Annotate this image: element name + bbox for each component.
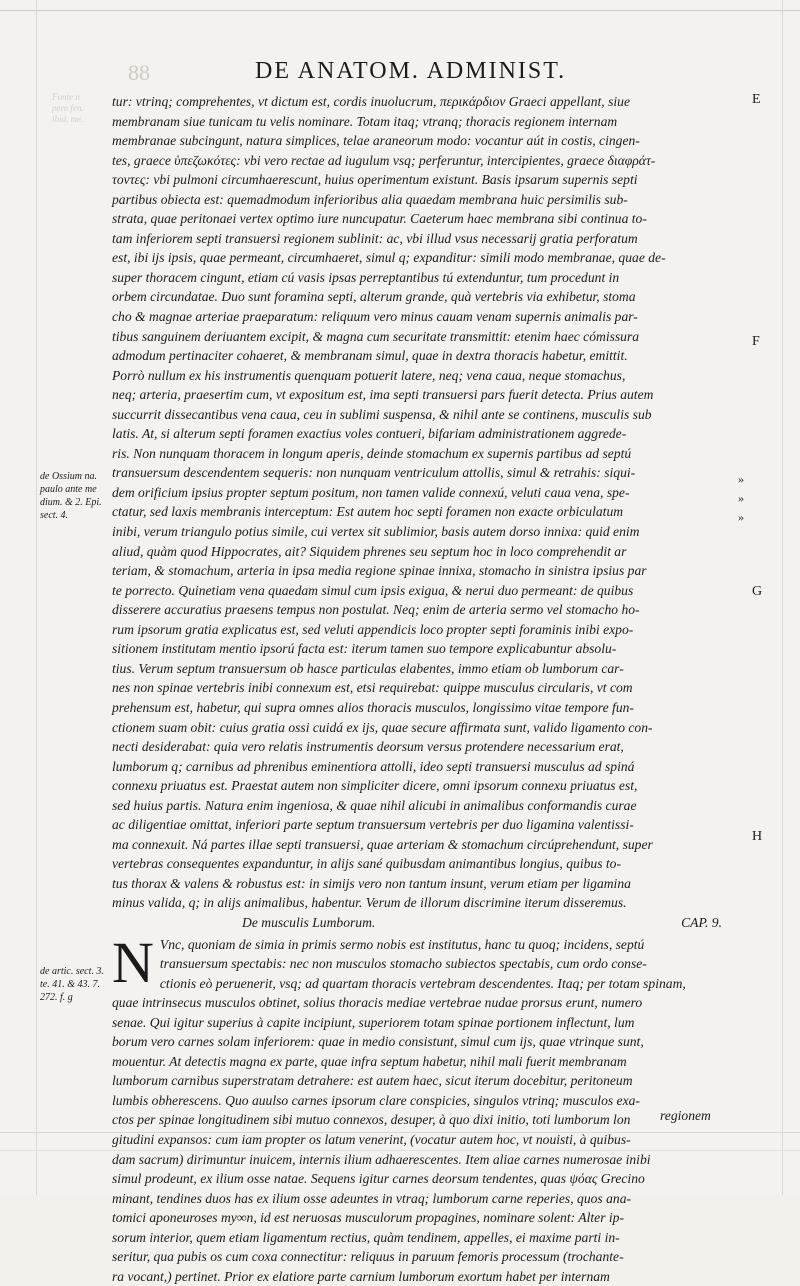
text-line: necti desiderabat: quia vero relatis instrumentis deorsum versus protendere necessarium erat, <box>112 739 624 755</box>
text-line: τοντες: vbi pulmoni circumhaerescunt, huius operimentum existunt. Basis ipsarum supernis septi <box>112 172 638 188</box>
text-line: super thoracem cingunt, etiam cú vasis ipsas perreptantibus tú extenduntur, tum procedunt in <box>112 269 620 285</box>
running-head: DE ANATOM. ADMINIST. <box>255 58 567 84</box>
text-line: neq; arteria, praesertim cum, vt expositum est, ima septi transuersi pars fuerit detecta. Prius autem <box>112 387 654 403</box>
margin-note: de artic. sect. 3. te. 41. & 43. 7. 272. f. g <box>40 966 104 1003</box>
text-line: ac diligentiae omittat, inferiori parte septum transuersum vertebris per duo ligamina valentissi- <box>112 817 634 833</box>
chapter-number: CAP. 9. <box>681 914 722 930</box>
text-line: mouentur. At detectis magna ex parte, quae infra septum habetur, nihil mali fuerit membranam <box>112 1053 627 1069</box>
text-line: tomici aponeuroses my∞n, id est neruosas musculorum propagines, nominare solent: Alter ip- <box>112 1210 624 1226</box>
text-line: orbem circundatae. Duo sunt foramina septi, alterum grande, quà vertebris via exhibetur, stoma <box>112 289 636 305</box>
frame-line-top <box>0 10 800 11</box>
text-line: gitudini expansos: cum iam propter os latum venerint, (vocatur autem hoc, vt nouisti, à quibus- <box>112 1131 631 1147</box>
text-line: sitionem institutam mentio ipsorú facta est: iterum tamen suo tempore explicabuntur absolu- <box>112 641 617 657</box>
quote-mark: » <box>738 510 744 524</box>
text-line: cho & magnae arteriae praeparatum: reliquum vero minus cauam venam supernis animalis par- <box>112 309 638 325</box>
text-line: lumborum q; carnibus ad phrenibus eminentiora attolli, ideo septi transuersi musculus ad spiná <box>112 758 635 774</box>
section-letter-f: F <box>752 334 760 349</box>
text-line: inibi, verum triangulo potius simile, cui vertex sit sublimior, basis autem dorso innixa: quid enim <box>112 524 640 540</box>
text-line: dam sacrum) dirimuntur inuicem, internis ilium adhaerescentes. Item aliae carnes numerosae inibi <box>112 1151 651 1167</box>
text-line: simul prodeunt, ex ilium osse natae. Sequens igitur carnes deorsum tendentes, quas ψόας Grecino <box>112 1171 645 1187</box>
main-text-block <box>112 92 742 1286</box>
section-letter-e: E <box>752 92 761 107</box>
text-line: est, ibi ijs ipsis, quae permeant, circumhaeret, simul q; expanditur: simili modo membranae, quae de- <box>112 250 666 266</box>
text-line: seritur, qua pubis os cum coxa connectitur: reliquus in paruum femoris processum (trochante- <box>112 1249 624 1265</box>
text-line: nes non spinae vertebris inibi connexum est, etsi requirebat: quippe musculus circularis, vt com <box>112 680 633 696</box>
ghost-margin-line: ibid. me. <box>52 114 84 124</box>
text-line: prehensum est, habetur, qui supra omnes alios thoracis musculos, longissimo vitae tempore fun- <box>112 699 634 715</box>
frame-line-right <box>782 0 783 1195</box>
text-line: tus thorax & valens & robustus est: in simijs vero non tantum insunt, verum etiam per ligamina <box>112 875 631 891</box>
text-line: dem orificium ipsius propter septum positum, non tamen valide connexú, veluti caua vena, spe- <box>112 484 630 500</box>
section-letter-g: G <box>752 584 763 599</box>
text-line: lumborum carnibus superstratam detrahere: est autem haec, sicut iterum docebitur, peritoneum <box>112 1073 633 1089</box>
text-line: tibus sanguinem deriuantem excipit, & magna cum securitate transmittit: etenim haec cómissura <box>112 328 640 344</box>
text-line: te porrecto. Quinetiam vena quaedam simul cum ipsis exigua, & nerui duo permeant: de quibus <box>112 582 634 598</box>
folio-ghost: 88 <box>128 60 150 85</box>
text-line: tes, graece ὑπεζωκότες: vbi vero rectae ad iugulum vsq; perferuntur, intercipientes, graece διαφράτ- <box>112 152 656 168</box>
text-line: ctionis eò peruenerit, vsq; ad quartam thoracis vertebram descendentes. Itaq; per totam spinam, <box>159 975 686 991</box>
section-letter-h: H <box>752 829 763 844</box>
text-line: transuersum spectabis: nec non musculos stomacho subiectos spectabis, cum ordo conse- <box>159 956 647 972</box>
catchword: regionem <box>660 1108 711 1123</box>
text-line: disserere accuratius praesens tempus non postulat. Neq; enim de arteria sermo vel stomacho ho- <box>112 602 640 618</box>
drop-cap: N <box>112 929 154 995</box>
text-line: ra vocant,) pertinet. Prior ex elatiore parte carnium lumborum exortum habet per internam <box>112 1268 610 1284</box>
text-line: lumbis obherescens. Quo auulso carnes ipsorum clare conspicies, singulos vtrinq; musculos exa- <box>112 1092 640 1108</box>
chapter-body <box>112 929 742 1286</box>
text-line: borum vero carnes solam inferiorem: quae in medio consistunt, simul cum ijs, quae vtrinque sunt, <box>112 1034 644 1050</box>
text-line: Vnc, quoniam de simia in primis sermo nobis est institutus, hanc tu quoq; incidens, septú <box>159 936 645 952</box>
text-line: membranam siue tunicam tu velis nominare. Totam itaq; vtranq; thoracis regionem internam <box>112 113 618 129</box>
text-line: Porrò nullum ex his instrumentis quenquam potuerit latere, neq; vena caua, neque stomachus, <box>112 367 626 383</box>
text-line: partibus obiecta est: quemadmodum inferioribus alia quaedam membrana huic persimilis sub- <box>112 191 628 207</box>
text-line: admodum pertinaciter cohaeret, & membranam simul, quae in dextra thoracis habetur, emittit. <box>112 348 628 364</box>
ghost-margin-line: pero fen. <box>52 103 84 113</box>
text-line: rum ipsorum gratia explicatus est, sed veluti appendicis loco propter septi foraminis inibi expo- <box>112 621 634 637</box>
text-line: sed huius partis. Natura enim ingeniosa, & quae nihil alicubi in animalibus conformandis curae <box>112 797 637 813</box>
text-line: quae intrinsecus musculos obtinet, solius thoracis mediae vertebrae nudae prorsus erunt, numero <box>112 995 643 1011</box>
text-line: membranae subcingunt, natura simplices, telae araneorum modo: vocantur aút in costis, cingen- <box>112 133 640 149</box>
text-line: ctos per spinae longitudinem sibi mutuo connexos, desuper, à quo dixi initio, toti lumborum lon <box>112 1112 631 1128</box>
text-line: aliud, quàm quod Hippocrates, ait? Siquidem phrenes seu septum hoc in loco comprehendit ar <box>112 543 627 559</box>
text-line: transuersum descendentem sequeris: non nunquam ventriculum attollis, simul & retrahis: siqui- <box>112 465 636 481</box>
text-line: sorum interior, quem etiam ligamentum rectius, quàm tendinem, appelles, ei maxime parti in- <box>112 1229 620 1245</box>
ghost-margin-notes <box>52 92 112 125</box>
text-line: teriam, & stomachum, arteria in ipsa media regione spinae innixa, stomacho in sinistra ipsius par <box>112 563 647 579</box>
text-line: tam inferiorem septi transuersi regionem sublinit: ac, vbi illud vsus necessarij gratia perforatum <box>112 230 638 246</box>
frame-line-left <box>36 0 37 1195</box>
chapter-heading <box>112 913 742 933</box>
text-line: connexu priuatus est. Praestat autem non simpliciter dicere, omni ipsorum connexu priuatus est, <box>112 778 638 794</box>
text-line: tur: vtrinq; comprehentes, vt dictum est, cordis inuolucrum, περικάρδιον Graeci appellant, siue <box>112 94 630 109</box>
quote-mark: » <box>738 472 744 486</box>
text-line: strata, quae peritonaei vertex optimo iure nuncupatur. Caeterum haec membrana sibi continua to- <box>112 211 647 227</box>
quote-mark: » <box>738 491 744 505</box>
text-line: senae. Qui igitur superius à capite incipiunt, superiorem totam spinae portionem inflectunt, lum <box>112 1014 635 1030</box>
margin-note: de Ossium na. paulo ante me dium. & 2. Epi. sect. 4. <box>40 471 102 521</box>
ghost-margin-line: Fonte n <box>52 92 80 102</box>
chapter-title: De musculis Lumborum. <box>242 914 376 930</box>
text-line: minus valida, q; in alijs animalibus, habentur. Verum de illorum discrimine iterum disseremus. <box>112 895 627 911</box>
text-line: vertebras consequentes expanduntur, in alijs sané quibusdam animantibus longius, quibus to- <box>112 856 621 872</box>
text-line: succurrit dissecantibus vena caua, ceu in sublimi suspensa, & nihil ante se continens, musculis sub <box>112 406 652 422</box>
text-line: ma connexuit. Ná partes illae septi transuersi, quae arteriam & stomachum circúprehendunt, super <box>112 836 653 852</box>
text-line: tius. Verum septum transuersum ob hasce particulas elabentes, immo etiam ob lumborum car- <box>112 660 624 676</box>
text-line: ris. Non nunquam thoracem in longum aperis, deinde stomachum ex supernis partibus ad septú <box>112 445 632 461</box>
text-line: latis. At, si alterum septi foramen exactius voles contueri, bifariam administrationem aggrede- <box>112 426 627 442</box>
text-line: minant, tendines duos has ex ilium osse adeuntes in vtraq; lumborum carne reperies, quos ana- <box>112 1190 632 1206</box>
section-body <box>112 92 742 913</box>
text-line: ctionem suam obit: cuius gratia ossi cuidá ex ijs, quae secure affirmata sunt, valido ligamento con- <box>112 719 653 735</box>
text-line: ctatur, sed laxis membranis interceptum: Est autem hoc septi foramen non exacte orbiculatum <box>112 504 624 520</box>
